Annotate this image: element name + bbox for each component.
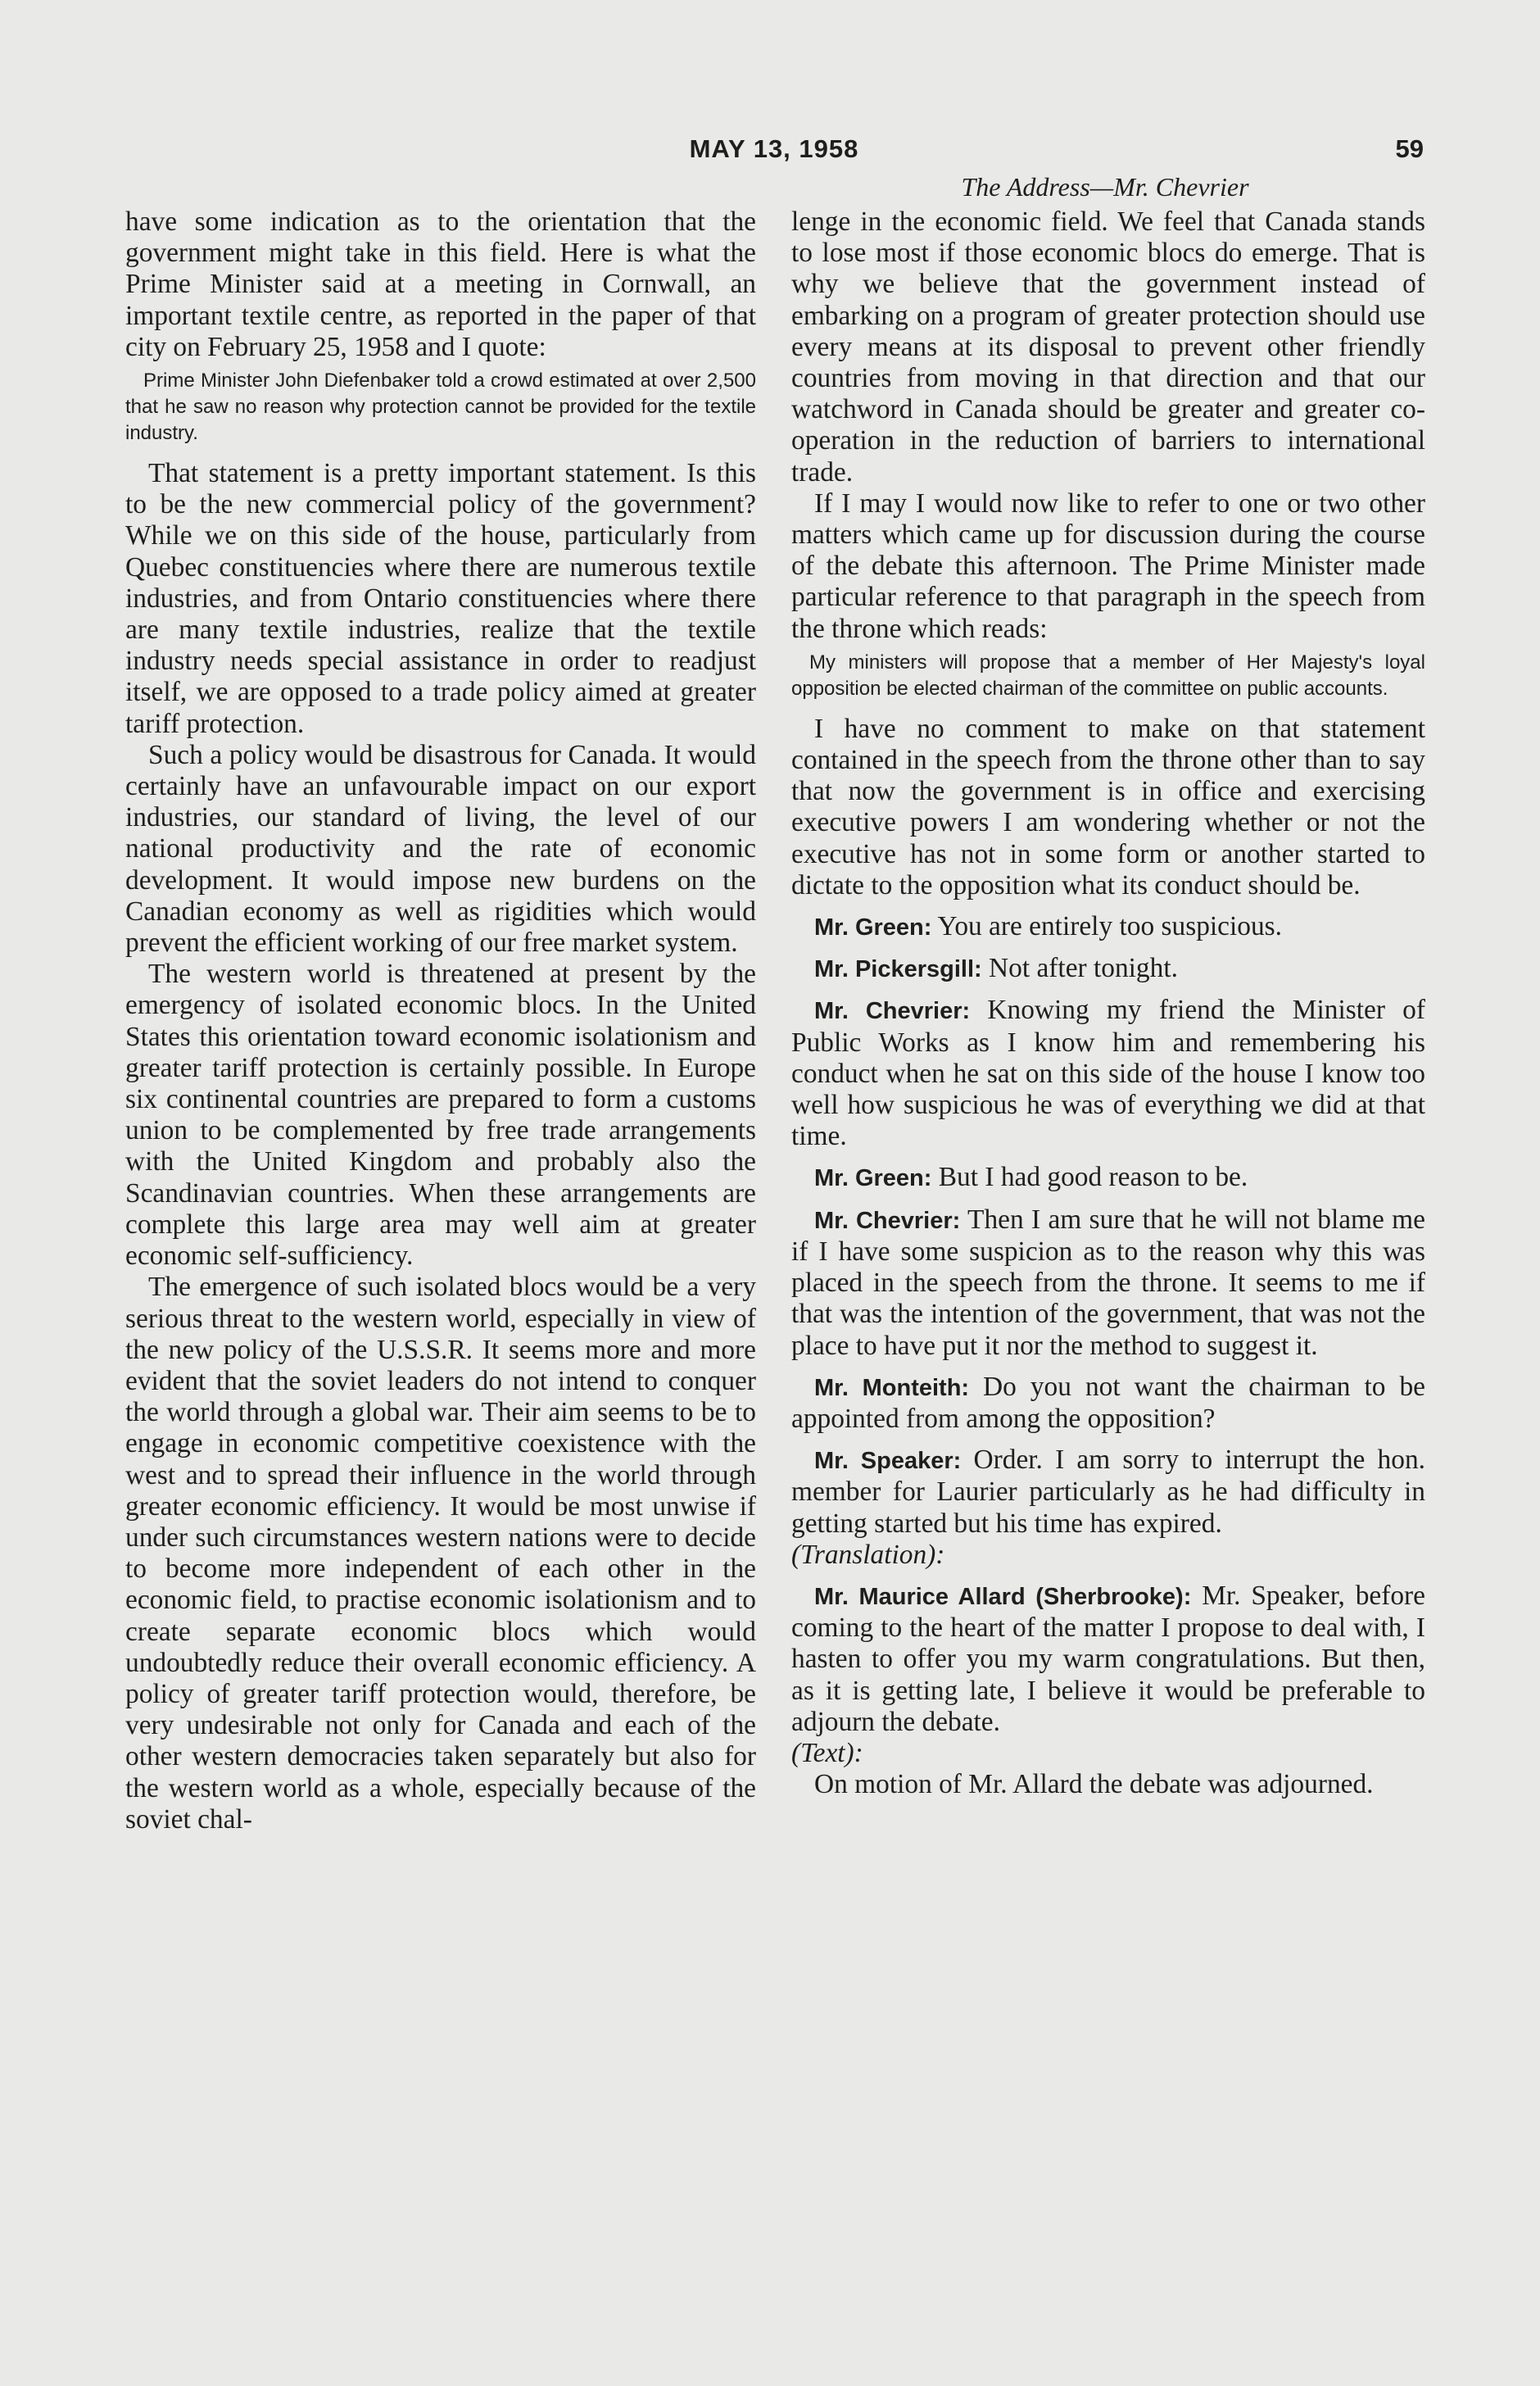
running-head: The Address—Mr. Chevrier — [961, 172, 1249, 202]
speech-allard — [791, 1581, 1425, 1738]
speech-chevrier — [791, 995, 1425, 1152]
speaker-name: Mr. Speaker: — [814, 1448, 962, 1475]
page-number: 59 — [1395, 134, 1424, 163]
speech-text: Not after tonight. — [981, 953, 1178, 984]
right-column — [791, 206, 1425, 1800]
speaker-name: Mr. Pickersgill: — [814, 956, 982, 983]
speaker-name: Mr. Green: — [814, 914, 932, 941]
paragraph: If I may I would now like to refer to one or two other matters which came up for discussion during the course of the debate this afternoon. The Prime Minister made particular reference to that paragraph in the speech from the throne which reads: — [791, 488, 1425, 644]
speech-monteith — [791, 1372, 1425, 1435]
speech-green — [791, 911, 1425, 943]
paragraph: On motion of Mr. Allard the debate was adjourned. — [814, 1769, 1374, 1800]
speech-text: Mr. Speaker, before coming to the heart of the matter I propose to deal with, I hasten to offer you my warm congratulations. But then, as it is getting late, I believe it would be preferable to adjourn the debate. — [791, 1580, 1425, 1737]
speaker-name: Mr. Green: — [814, 1165, 932, 1192]
speech-text: Do you not want the chairman to be appointed from among the opposition? — [791, 1371, 1425, 1434]
paragraph: have some indication as to the orientation that the government might take in this field. Here is what the Prime Minister said at a meeting in Cornwall, an important textile centre, as reported in the paper of that city on February 25, 1958 and I quote: — [125, 206, 756, 362]
page-header — [123, 129, 1425, 170]
speech-text: Order. I am sorry to interrupt the hon. member for Laurier particularly as he had difficulty in getting started but his time has expired. — [791, 1445, 1425, 1539]
text-tag: (Text): — [791, 1737, 863, 1768]
page-date: MAY 13, 1958 — [689, 134, 859, 163]
paragraph: I have no comment to make on that statement contained in the speech from the throne other than to say that now the government is in office and exercising executive powers I am wondering whether or not the executive has not in some form or another started to dictate to the opposition what its conduct should be. — [791, 713, 1425, 900]
speech-speaker — [791, 1445, 1425, 1540]
speaker-name: Mr. Monteith: — [814, 1374, 970, 1401]
paragraph: Such a policy would be disastrous for Canada. It would certainly have an unfavourable impact on our export industries, our standard of living, the level of our national productivity and the rate of economic development. It would impose new burdens on the Canadian economy as well as rigidities which would prevent the efficient working of our free market system. — [125, 739, 756, 959]
paragraph: The western world is threatened at present by the emergency of isolated economic blocs. In the United States this orientation toward economic isolationism and greater tariff protection is certainly possible. In Europe six continental countries are prepared to form a customs union to be complemented by free trade arrangements with the United Kingdom and probably also the Scandinavian countries. When these arrangements are complete this large area may well aim at greater economic self-sufficiency. — [125, 959, 756, 1272]
speech-green — [791, 1162, 1425, 1194]
paragraph: The emergence of such isolated blocs would be a very serious threat to the western world, especially in view of the new policy of the U.S.S.R. It seems more and more evident that the soviet leaders do not intend to conquer the world through a global war. Their aim seems to be to engage in economic competitive coexistence with the west and to spread their influence in the world through greater economic efficiency. It would be most unwise if under such circumstances western nations were to decide to become more independent of each other in the economic field, to practise economic isolationism and to create separate economic blocs which would undoubtedly reduce their overall economic efficiency. A policy of greater tariff protection would, therefore, be very undesirable not only for Canada and each of the other western democracies taken separately but also for the western world as a whole, especially because of the soviet chal- — [125, 1272, 756, 1835]
speaker-name: Mr. Chevrier: — [814, 1207, 961, 1234]
speaker-name: Mr. Chevrier: — [814, 998, 971, 1025]
speech-text: But I had good reason to be. — [931, 1162, 1248, 1193]
speech-text: Then I am sure that he will not blame me if I have some suspicion as to the reason why this was placed in the speech from the throne. It seems to me if that was the intention of the government, that was not the place to have put it nor the method to suggest it. — [791, 1204, 1425, 1361]
speech-pickersgill — [791, 953, 1425, 985]
speech-text: You are entirely too suspicious. — [931, 911, 1282, 942]
speaker-name: Mr. Maurice Allard (Sherbrooke): — [814, 1583, 1192, 1610]
quotation: My ministers will propose that a member of Her Majesty's loyal opposition be elected chairman of the committee on public accounts. — [791, 651, 1425, 700]
translation-tag: (Translation): — [791, 1539, 945, 1570]
paragraph: That statement is a pretty important statement. Is this to be the new commercial policy of the government? While we on this side of the house, particularly from Quebec constituencies where there are numerous textile industries, and from Ontario constituencies where there are many textile industries, realize that the textile industry needs special assistance in order to readjust itself, we are opposed to a trade policy aimed at greater tariff protection. — [125, 458, 756, 739]
speech-text: Knowing my friend the Minister of Public Works as I know him and remembering his conduct when he sat on this side of the house I know too well how suspicious he was of everything we did at that time. — [791, 995, 1425, 1152]
left-column — [125, 206, 756, 1835]
quotation: Prime Minister John Diefenbaker told a crowd estimated at over 2,500 that he saw no reason why protection cannot be provided for the textile industry. — [125, 370, 756, 445]
paragraph: lenge in the economic field. We feel that Canada stands to lose most if those economic blocs do emerge. That is why we believe that the government instead of embarking on a program of greater protection should use every means at its disposal to prevent other friendly countries from moving in that direction and that our watchword in Canada should be greater and greater co-operation in the reduction of barriers to international trade. — [791, 206, 1425, 488]
speech-chevrier — [791, 1204, 1425, 1362]
